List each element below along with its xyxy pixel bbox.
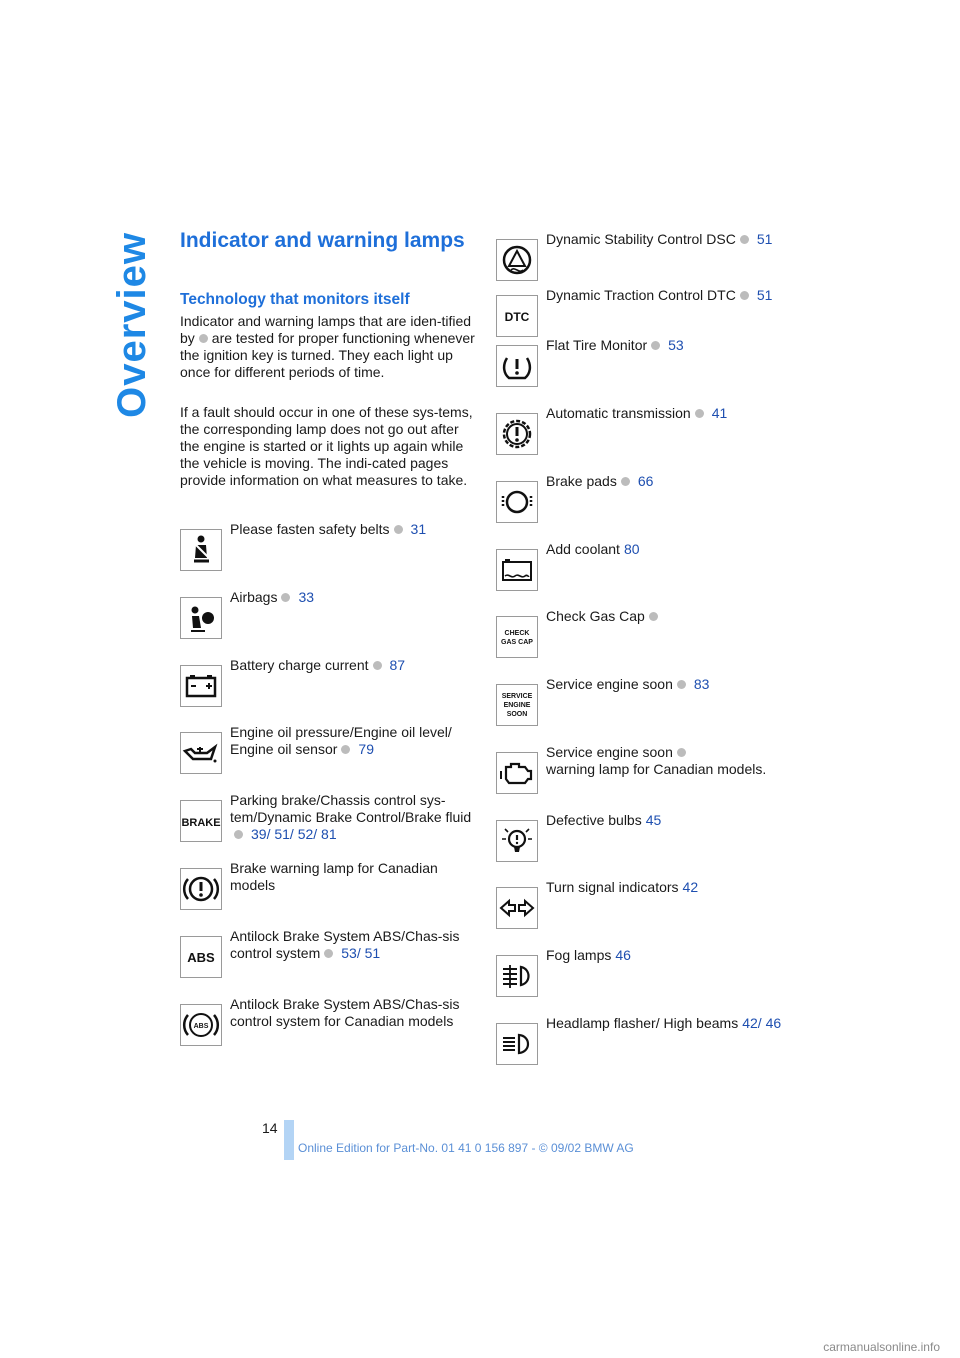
page-reference-link[interactable]: 45 — [645, 812, 662, 828]
lamp-description — [546, 879, 796, 896]
page-reference-link[interactable]: 31 — [410, 521, 427, 537]
lamp-description — [230, 860, 480, 894]
lamp-label: Airbags — [230, 589, 278, 605]
page-reference-link[interactable]: 51 — [756, 231, 773, 247]
tested-dot-icon — [373, 661, 382, 670]
lamp-label: Defective bulbs — [546, 812, 642, 828]
lamp-description — [230, 521, 480, 538]
lamp-description — [230, 589, 480, 606]
lamp-label: Service engine soon — [546, 744, 673, 760]
page-reference-link[interactable]: 33 — [298, 589, 315, 605]
lamp-label: Check Gas Cap — [546, 608, 645, 624]
lamp-label: Dynamic Stability Control DSC — [546, 231, 736, 247]
lamp-label: Antilock Brake System ABS/Chas-sis control system for Canadian models — [230, 996, 460, 1029]
tested-dot-icon — [621, 477, 630, 486]
lamp-description — [546, 812, 796, 829]
lamp-description — [546, 676, 796, 693]
tested-dot-icon — [649, 612, 658, 621]
page-reference-link[interactable]: 79 — [358, 741, 374, 757]
tested-dot-icon — [199, 334, 208, 343]
lamp-description — [546, 287, 796, 304]
tested-dot-icon — [677, 748, 686, 757]
lamp-label: Turn signal indicators — [546, 879, 679, 895]
section-subtitle: Technology that monitors itself — [180, 291, 410, 308]
lamp-label: Add coolant — [546, 541, 620, 557]
gas-cap-icon — [496, 616, 538, 658]
page-reference-link[interactable]: 41 — [711, 405, 728, 421]
site-watermark: carmanualsonline.info — [823, 1340, 940, 1354]
turn-signal-icon — [496, 887, 538, 929]
lamp-description — [546, 405, 796, 422]
page-number: 14 — [262, 1120, 278, 1136]
page-reference-link[interactable]: 80 — [623, 541, 640, 557]
lamp-description — [230, 657, 480, 674]
tested-dot-icon — [740, 291, 749, 300]
lamp-description — [546, 473, 796, 490]
page-reference-link[interactable]: 39/ 51/ 52/ 81 — [251, 826, 337, 842]
seatbelt-icon — [180, 529, 222, 571]
intro-text-1a: Indicator and warning lamps that are iden-tified by — [180, 313, 472, 346]
footer-bar — [284, 1120, 294, 1160]
page-reference-link[interactable]: 42 — [682, 879, 699, 895]
tested-dot-icon — [695, 409, 704, 418]
battery-icon — [180, 665, 222, 707]
lamp-label: Flat Tire Monitor — [546, 337, 648, 353]
tested-dot-icon — [234, 830, 243, 839]
tested-dot-icon — [324, 949, 333, 958]
tested-dot-icon — [651, 341, 660, 350]
fog-lamp-icon — [496, 955, 538, 997]
gear-warning-icon — [496, 413, 538, 455]
page-reference-link[interactable]: 51 — [756, 287, 773, 303]
svg-text:GAS CAP: GAS CAP — [501, 639, 533, 646]
tested-dot-icon — [677, 680, 686, 689]
page-reference-link[interactable]: 87 — [389, 657, 406, 673]
lamp-label: Brake warning lamp for Canadian models — [230, 860, 438, 893]
lamp-description — [546, 337, 796, 354]
lamp-label-continued: warning lamp for Canadian models. — [546, 761, 767, 777]
lamp-description — [230, 724, 480, 758]
lamp-description — [546, 947, 796, 964]
oil-can-icon — [180, 732, 222, 774]
airbag-icon — [180, 597, 222, 639]
page-reference-link[interactable]: 53 — [668, 337, 684, 353]
lamp-description — [230, 996, 480, 1030]
svg-text:ENGINE: ENGINE — [503, 702, 531, 709]
svg-text:SOON: SOON — [506, 711, 528, 718]
page-reference-link[interactable]: 66 — [637, 473, 654, 489]
lamp-description — [546, 744, 796, 778]
tested-dot-icon — [341, 745, 350, 754]
svg-text:ABS: ABS — [187, 950, 215, 965]
lamp-label: Service engine soon — [546, 676, 673, 692]
lamp-description — [230, 792, 480, 843]
svg-text:BRAKE: BRAKE — [181, 817, 221, 829]
brake-warning-icon — [180, 868, 222, 910]
tested-dot-icon — [740, 235, 749, 244]
lamp-description — [546, 1015, 796, 1032]
lamp-label: Brake pads — [546, 473, 617, 489]
engine-icon — [496, 752, 538, 794]
abs-circle-icon — [180, 1004, 222, 1046]
abs-text-icon — [180, 936, 222, 978]
lamp-description — [546, 231, 796, 248]
svg-text:SERVICE: SERVICE — [501, 693, 533, 700]
section-tab-overview: Overview — [110, 232, 154, 418]
brake-text-icon — [180, 800, 222, 842]
tested-dot-icon — [394, 525, 403, 534]
lamp-label: Headlamp flasher/ High beams — [546, 1015, 739, 1031]
page-reference-link[interactable]: 53/ 51 — [341, 945, 381, 961]
coolant-icon — [496, 549, 538, 591]
high-beam-icon — [496, 1023, 538, 1065]
intro-paragraph-2: If a fault should occur in one of these sys-tems, the corresponding lamp does not go out after the engine is started or it lights up again while the vehicle is moving. The indi-cated pages provide information on what measures to take. — [180, 404, 473, 488]
page-reference-link[interactable]: 46 — [615, 947, 631, 963]
dtc-icon — [496, 295, 538, 337]
lamp-label: Antilock Brake System ABS/Chas-sis control system — [230, 928, 460, 961]
lamp-label: Dynamic Traction Control DTC — [546, 287, 736, 303]
lamp-description — [230, 928, 480, 962]
lamp-description — [546, 541, 796, 558]
svg-text:ABS: ABS — [193, 1023, 209, 1030]
page-reference-link[interactable]: 83 — [693, 676, 710, 692]
lamp-label: Please fasten safety belts — [230, 521, 390, 537]
service-engine-icon — [496, 684, 538, 726]
lamp-description — [546, 608, 796, 625]
lamp-label: Fog lamps — [546, 947, 612, 963]
lamp-label: Engine oil pressure/Engine oil level/ Engine oil sensor — [230, 724, 452, 757]
page-reference-link[interactable]: 42/ 46 — [742, 1015, 782, 1031]
svg-text:DTC: DTC — [504, 310, 530, 324]
intro-text-1b: are tested for proper functioning whenever the ignition key is turned. They each light up once for different periods of time. — [180, 330, 475, 380]
svg-text:CHECK: CHECK — [504, 630, 530, 637]
brake-pads-icon — [496, 481, 538, 523]
intro-paragraph-1 — [180, 313, 475, 381]
dsc-icon — [496, 239, 538, 281]
lamp-label: Battery charge current — [230, 657, 369, 673]
lamp-label: Automatic transmission — [546, 405, 691, 421]
tested-dot-icon — [281, 593, 290, 602]
bulb-icon — [496, 820, 538, 862]
lamp-label: Parking brake/Chassis control sys-tem/Dynamic Brake Control/Brake fluid — [230, 792, 472, 825]
edition-note: Online Edition for Part-No. 01 41 0 156 897 - © 09/02 BMW AG — [298, 1141, 634, 1155]
page-title: Indicator and warning lamps — [180, 229, 465, 252]
tire-icon — [496, 345, 538, 387]
